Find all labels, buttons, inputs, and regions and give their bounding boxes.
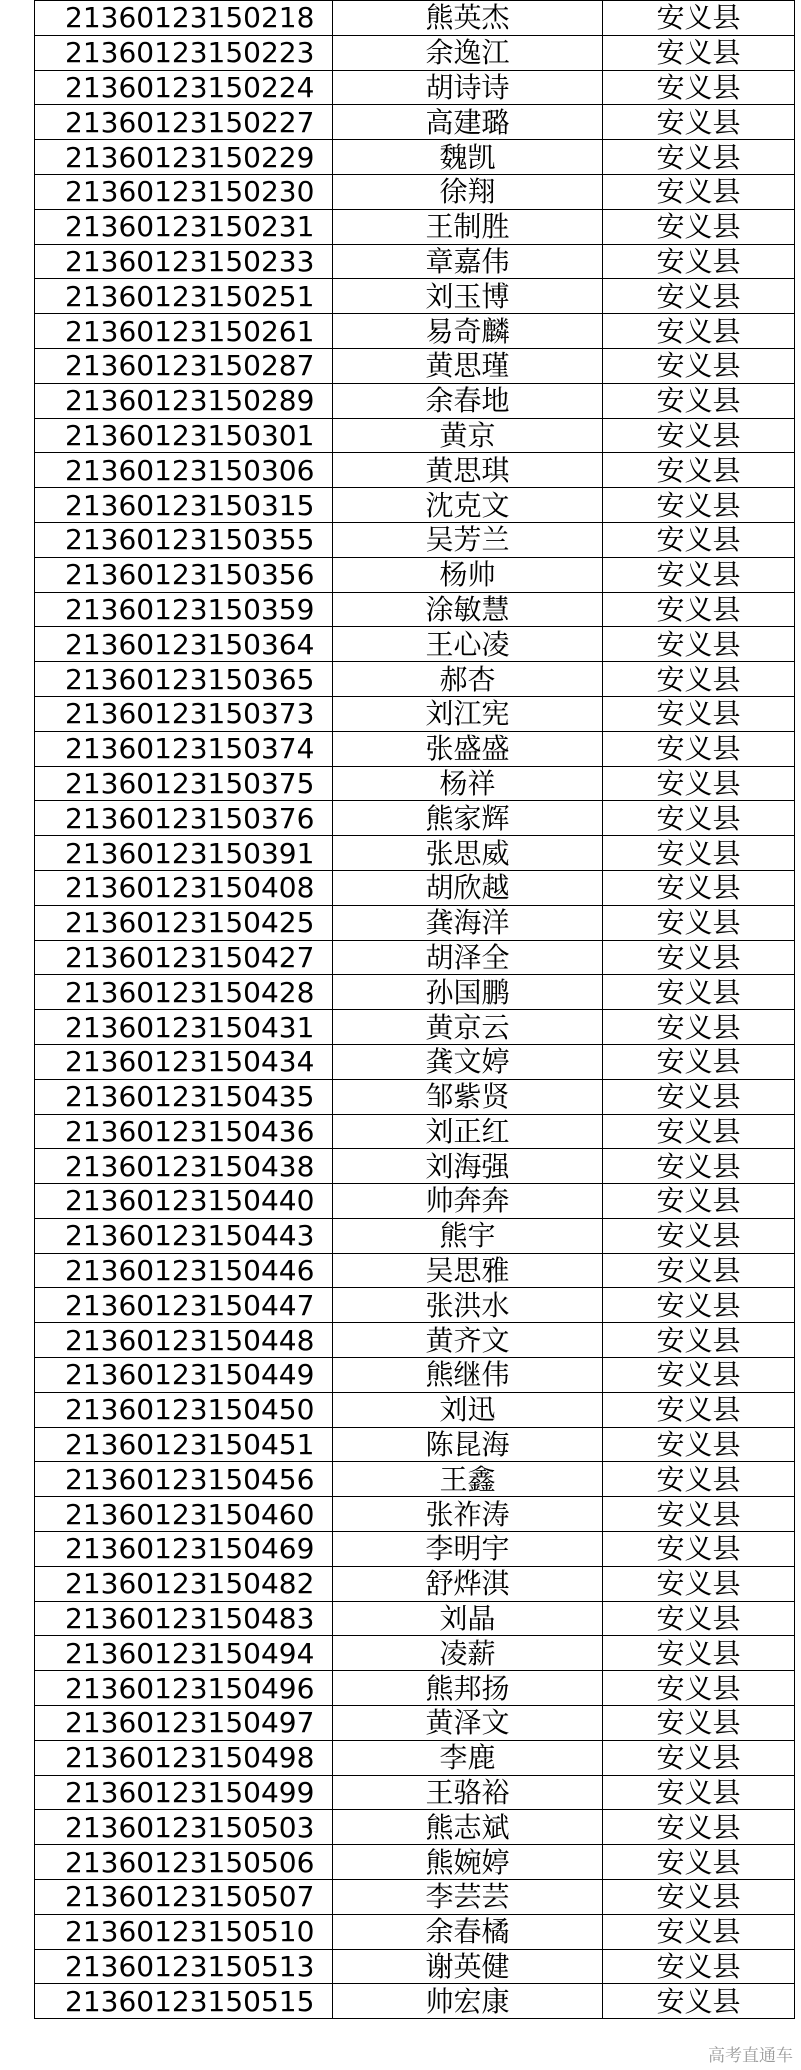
table-row: [35, 1010, 795, 1045]
exam-id-cell: 21360123150231: [35, 209, 333, 244]
student-name-cell: 熊家辉: [333, 801, 603, 836]
exam-id-cell: 21360123150507: [35, 1880, 333, 1915]
table-row: [35, 1984, 795, 2019]
table-row: [35, 870, 795, 905]
table-row: [35, 488, 795, 523]
county-cell: 安义县: [603, 1044, 795, 1079]
table-row: [35, 1253, 795, 1288]
student-name-cell: 孙国鹏: [333, 975, 603, 1010]
table-row: [35, 279, 795, 314]
student-name-cell: 余春地: [333, 383, 603, 418]
table-row: [35, 1880, 795, 1915]
table-row: [35, 35, 795, 70]
table-row: [35, 627, 795, 662]
student-name-cell: 王心凌: [333, 627, 603, 662]
watermark: 高考直通车: [708, 2046, 793, 2066]
student-name-cell: 凌薪: [333, 1636, 603, 1671]
county-cell: 安义县: [603, 592, 795, 627]
student-name-cell: 章嘉伟: [333, 244, 603, 279]
student-name-cell: 黄齐文: [333, 1323, 603, 1358]
student-name-cell: 刘江宪: [333, 696, 603, 731]
table-row: [35, 244, 795, 279]
county-cell: 安义县: [603, 940, 795, 975]
county-cell: 安义县: [603, 522, 795, 557]
table-row: [35, 1845, 795, 1880]
table-row: [35, 140, 795, 175]
county-cell: 安义县: [603, 1671, 795, 1706]
exam-id-cell: 21360123150503: [35, 1810, 333, 1845]
county-cell: 安义县: [603, 1462, 795, 1497]
exam-id-cell: 21360123150261: [35, 314, 333, 349]
table-row: [35, 592, 795, 627]
table-row: [35, 1810, 795, 1845]
table-row: [35, 105, 795, 140]
table-row: [35, 1775, 795, 1810]
table-row: [35, 905, 795, 940]
student-name-cell: 余春橘: [333, 1914, 603, 1949]
table-row: [35, 662, 795, 697]
table-row: [35, 1323, 795, 1358]
student-name-cell: 胡泽全: [333, 940, 603, 975]
table-row: [35, 731, 795, 766]
county-cell: 安义县: [603, 975, 795, 1010]
exam-id-cell: 21360123150427: [35, 940, 333, 975]
exam-id-cell: 21360123150359: [35, 592, 333, 627]
student-name-cell: 王制胜: [333, 209, 603, 244]
exam-id-cell: 21360123150456: [35, 1462, 333, 1497]
table-row: [35, 1462, 795, 1497]
exam-id-cell: 21360123150227: [35, 105, 333, 140]
county-cell: 安义县: [603, 1, 795, 36]
exam-id-cell: 21360123150301: [35, 418, 333, 453]
table-row: [35, 383, 795, 418]
county-cell: 安义县: [603, 1323, 795, 1358]
table-row: [35, 1949, 795, 1984]
county-cell: 安义县: [603, 731, 795, 766]
exam-id-cell: 21360123150499: [35, 1775, 333, 1810]
county-cell: 安义县: [603, 314, 795, 349]
county-cell: 安义县: [603, 1114, 795, 1149]
student-name-cell: 高建璐: [333, 105, 603, 140]
county-cell: 安义县: [603, 453, 795, 488]
table-row: [35, 1497, 795, 1532]
student-name-cell: 黄泽文: [333, 1706, 603, 1741]
table-row: [35, 1636, 795, 1671]
county-cell: 安义县: [603, 1358, 795, 1393]
exam-id-cell: 21360123150391: [35, 836, 333, 871]
county-cell: 安义县: [603, 383, 795, 418]
exam-id-cell: 21360123150224: [35, 70, 333, 105]
student-name-cell: 黄京: [333, 418, 603, 453]
student-name-cell: 刘玉博: [333, 279, 603, 314]
table-row: [35, 418, 795, 453]
student-name-cell: 吴思雅: [333, 1253, 603, 1288]
exam-id-cell: 21360123150223: [35, 35, 333, 70]
student-name-cell: 谢英健: [333, 1949, 603, 1984]
county-cell: 安义县: [603, 627, 795, 662]
county-cell: 安义县: [603, 279, 795, 314]
table-row: [35, 1532, 795, 1567]
student-name-cell: 张盛盛: [333, 731, 603, 766]
student-name-cell: 易奇麟: [333, 314, 603, 349]
exam-id-cell: 21360123150443: [35, 1218, 333, 1253]
student-name-cell: 龚海洋: [333, 905, 603, 940]
student-name-cell: 吴芳兰: [333, 522, 603, 557]
table-row: [35, 1079, 795, 1114]
county-cell: 安义县: [603, 209, 795, 244]
table-row: [35, 1740, 795, 1775]
exam-id-cell: 21360123150513: [35, 1949, 333, 1984]
exam-id-cell: 21360123150482: [35, 1566, 333, 1601]
table-row: [35, 1392, 795, 1427]
exam-id-cell: 21360123150469: [35, 1532, 333, 1567]
student-name-cell: 邹紫贤: [333, 1079, 603, 1114]
student-name-cell: 熊英杰: [333, 1, 603, 36]
exam-id-cell: 21360123150229: [35, 140, 333, 175]
student-name-cell: 舒烨淇: [333, 1566, 603, 1601]
exam-id-cell: 21360123150440: [35, 1184, 333, 1219]
student-name-cell: 徐翔: [333, 174, 603, 209]
county-cell: 安义县: [603, 1392, 795, 1427]
county-cell: 安义县: [603, 174, 795, 209]
student-name-cell: 熊宇: [333, 1218, 603, 1253]
student-name-cell: 刘迅: [333, 1392, 603, 1427]
exam-id-cell: 21360123150425: [35, 905, 333, 940]
county-cell: 安义县: [603, 1497, 795, 1532]
county-cell: 安义县: [603, 1740, 795, 1775]
county-cell: 安义县: [603, 1914, 795, 1949]
exam-id-cell: 21360123150447: [35, 1288, 333, 1323]
county-cell: 安义县: [603, 662, 795, 697]
student-name-cell: 李芸芸: [333, 1880, 603, 1915]
table-row: [35, 1601, 795, 1636]
county-cell: 安义县: [603, 488, 795, 523]
exam-id-cell: 21360123150515: [35, 1984, 333, 2019]
table-row: [35, 696, 795, 731]
table-row: [35, 314, 795, 349]
student-name-cell: 张洪水: [333, 1288, 603, 1323]
table-row: [35, 1184, 795, 1219]
exam-id-cell: 21360123150365: [35, 662, 333, 697]
exam-id-cell: 21360123150428: [35, 975, 333, 1010]
exam-id-cell: 21360123150436: [35, 1114, 333, 1149]
table-row: [35, 1114, 795, 1149]
county-cell: 安义县: [603, 557, 795, 592]
exam-id-cell: 21360123150408: [35, 870, 333, 905]
exam-id-cell: 21360123150496: [35, 1671, 333, 1706]
table-row: [35, 453, 795, 488]
county-cell: 安义县: [603, 418, 795, 453]
county-cell: 安义县: [603, 1949, 795, 1984]
exam-id-cell: 21360123150218: [35, 1, 333, 36]
exam-id-cell: 21360123150376: [35, 801, 333, 836]
student-name-cell: 张祚涛: [333, 1497, 603, 1532]
exam-id-cell: 21360123150315: [35, 488, 333, 523]
exam-id-cell: 21360123150510: [35, 1914, 333, 1949]
student-name-cell: 熊婉婷: [333, 1845, 603, 1880]
student-name-cell: 帅奔奔: [333, 1184, 603, 1219]
county-cell: 安义县: [603, 348, 795, 383]
county-cell: 安义县: [603, 1706, 795, 1741]
table-row: [35, 975, 795, 1010]
exam-id-cell: 21360123150251: [35, 279, 333, 314]
county-cell: 安义县: [603, 1810, 795, 1845]
table-row: [35, 1044, 795, 1079]
student-name-cell: 王骆裕: [333, 1775, 603, 1810]
county-cell: 安义县: [603, 244, 795, 279]
county-cell: 安义县: [603, 801, 795, 836]
student-name-cell: 龚文婷: [333, 1044, 603, 1079]
table-row: [35, 1671, 795, 1706]
table-row: [35, 348, 795, 383]
student-name-cell: 张思威: [333, 836, 603, 871]
exam-id-cell: 21360123150460: [35, 1497, 333, 1532]
county-cell: 安义县: [603, 766, 795, 801]
exam-id-cell: 21360123150287: [35, 348, 333, 383]
exam-id-cell: 21360123150448: [35, 1323, 333, 1358]
student-name-cell: 胡欣越: [333, 870, 603, 905]
table-row: [35, 1149, 795, 1184]
exam-id-cell: 21360123150506: [35, 1845, 333, 1880]
exam-id-cell: 21360123150497: [35, 1706, 333, 1741]
exam-id-cell: 21360123150374: [35, 731, 333, 766]
exam-id-cell: 21360123150494: [35, 1636, 333, 1671]
exam-id-cell: 21360123150306: [35, 453, 333, 488]
county-cell: 安义县: [603, 1636, 795, 1671]
exam-id-cell: 21360123150364: [35, 627, 333, 662]
student-name-cell: 黄思瑾: [333, 348, 603, 383]
roster-table-body: [35, 1, 795, 2019]
county-cell: 安义县: [603, 1218, 795, 1253]
exam-id-cell: 21360123150233: [35, 244, 333, 279]
table-row: [35, 836, 795, 871]
student-name-cell: 刘晶: [333, 1601, 603, 1636]
student-name-cell: 杨帅: [333, 557, 603, 592]
exam-id-cell: 21360123150375: [35, 766, 333, 801]
table-row: [35, 1914, 795, 1949]
county-cell: 安义县: [603, 1984, 795, 2019]
table-row: [35, 1, 795, 36]
county-cell: 安义县: [603, 1566, 795, 1601]
county-cell: 安义县: [603, 1845, 795, 1880]
student-name-cell: 余逸江: [333, 35, 603, 70]
table-row: [35, 174, 795, 209]
roster-sheet: [34, 0, 794, 2019]
student-name-cell: 黄思琪: [333, 453, 603, 488]
table-row: [35, 1218, 795, 1253]
student-name-cell: 刘正红: [333, 1114, 603, 1149]
table-row: [35, 1358, 795, 1393]
student-name-cell: 黄京云: [333, 1010, 603, 1045]
exam-id-cell: 21360123150434: [35, 1044, 333, 1079]
exam-id-cell: 21360123150446: [35, 1253, 333, 1288]
exam-id-cell: 21360123150230: [35, 174, 333, 209]
county-cell: 安义县: [603, 870, 795, 905]
county-cell: 安义县: [603, 1010, 795, 1045]
student-name-cell: 熊志斌: [333, 1810, 603, 1845]
student-name-cell: 帅宏康: [333, 1984, 603, 2019]
exam-id-cell: 21360123150450: [35, 1392, 333, 1427]
student-name-cell: 熊继伟: [333, 1358, 603, 1393]
table-row: [35, 1288, 795, 1323]
exam-id-cell: 21360123150451: [35, 1427, 333, 1462]
student-name-cell: 陈昆海: [333, 1427, 603, 1462]
table-row: [35, 1427, 795, 1462]
county-cell: 安义县: [603, 1253, 795, 1288]
student-name-cell: 王鑫: [333, 1462, 603, 1497]
table-row: [35, 1706, 795, 1741]
county-cell: 安义县: [603, 70, 795, 105]
county-cell: 安义县: [603, 35, 795, 70]
student-name-cell: 胡诗诗: [333, 70, 603, 105]
county-cell: 安义县: [603, 1532, 795, 1567]
exam-id-cell: 21360123150435: [35, 1079, 333, 1114]
student-name-cell: 李鹿: [333, 1740, 603, 1775]
table-row: [35, 522, 795, 557]
county-cell: 安义县: [603, 1775, 795, 1810]
county-cell: 安义县: [603, 836, 795, 871]
county-cell: 安义县: [603, 105, 795, 140]
table-row: [35, 801, 795, 836]
table-row: [35, 70, 795, 105]
exam-id-cell: 21360123150483: [35, 1601, 333, 1636]
table-row: [35, 557, 795, 592]
student-name-cell: 涂敏慧: [333, 592, 603, 627]
student-name-cell: 熊邦扬: [333, 1671, 603, 1706]
student-name-cell: 郝杏: [333, 662, 603, 697]
table-row: [35, 766, 795, 801]
county-cell: 安义县: [603, 905, 795, 940]
exam-id-cell: 21360123150373: [35, 696, 333, 731]
table-row: [35, 1566, 795, 1601]
county-cell: 安义县: [603, 1288, 795, 1323]
county-cell: 安义县: [603, 140, 795, 175]
county-cell: 安义县: [603, 1880, 795, 1915]
county-cell: 安义县: [603, 1079, 795, 1114]
roster-table: [34, 0, 795, 2019]
table-row: [35, 209, 795, 244]
student-name-cell: 杨祥: [333, 766, 603, 801]
student-name-cell: 李明宇: [333, 1532, 603, 1567]
exam-id-cell: 21360123150356: [35, 557, 333, 592]
county-cell: 安义县: [603, 1149, 795, 1184]
exam-id-cell: 21360123150431: [35, 1010, 333, 1045]
county-cell: 安义县: [603, 1427, 795, 1462]
student-name-cell: 魏凯: [333, 140, 603, 175]
exam-id-cell: 21360123150498: [35, 1740, 333, 1775]
county-cell: 安义县: [603, 696, 795, 731]
county-cell: 安义县: [603, 1184, 795, 1219]
exam-id-cell: 21360123150289: [35, 383, 333, 418]
student-name-cell: 沈克文: [333, 488, 603, 523]
exam-id-cell: 21360123150449: [35, 1358, 333, 1393]
table-row: [35, 940, 795, 975]
exam-id-cell: 21360123150355: [35, 522, 333, 557]
county-cell: 安义县: [603, 1601, 795, 1636]
student-name-cell: 刘海强: [333, 1149, 603, 1184]
exam-id-cell: 21360123150438: [35, 1149, 333, 1184]
